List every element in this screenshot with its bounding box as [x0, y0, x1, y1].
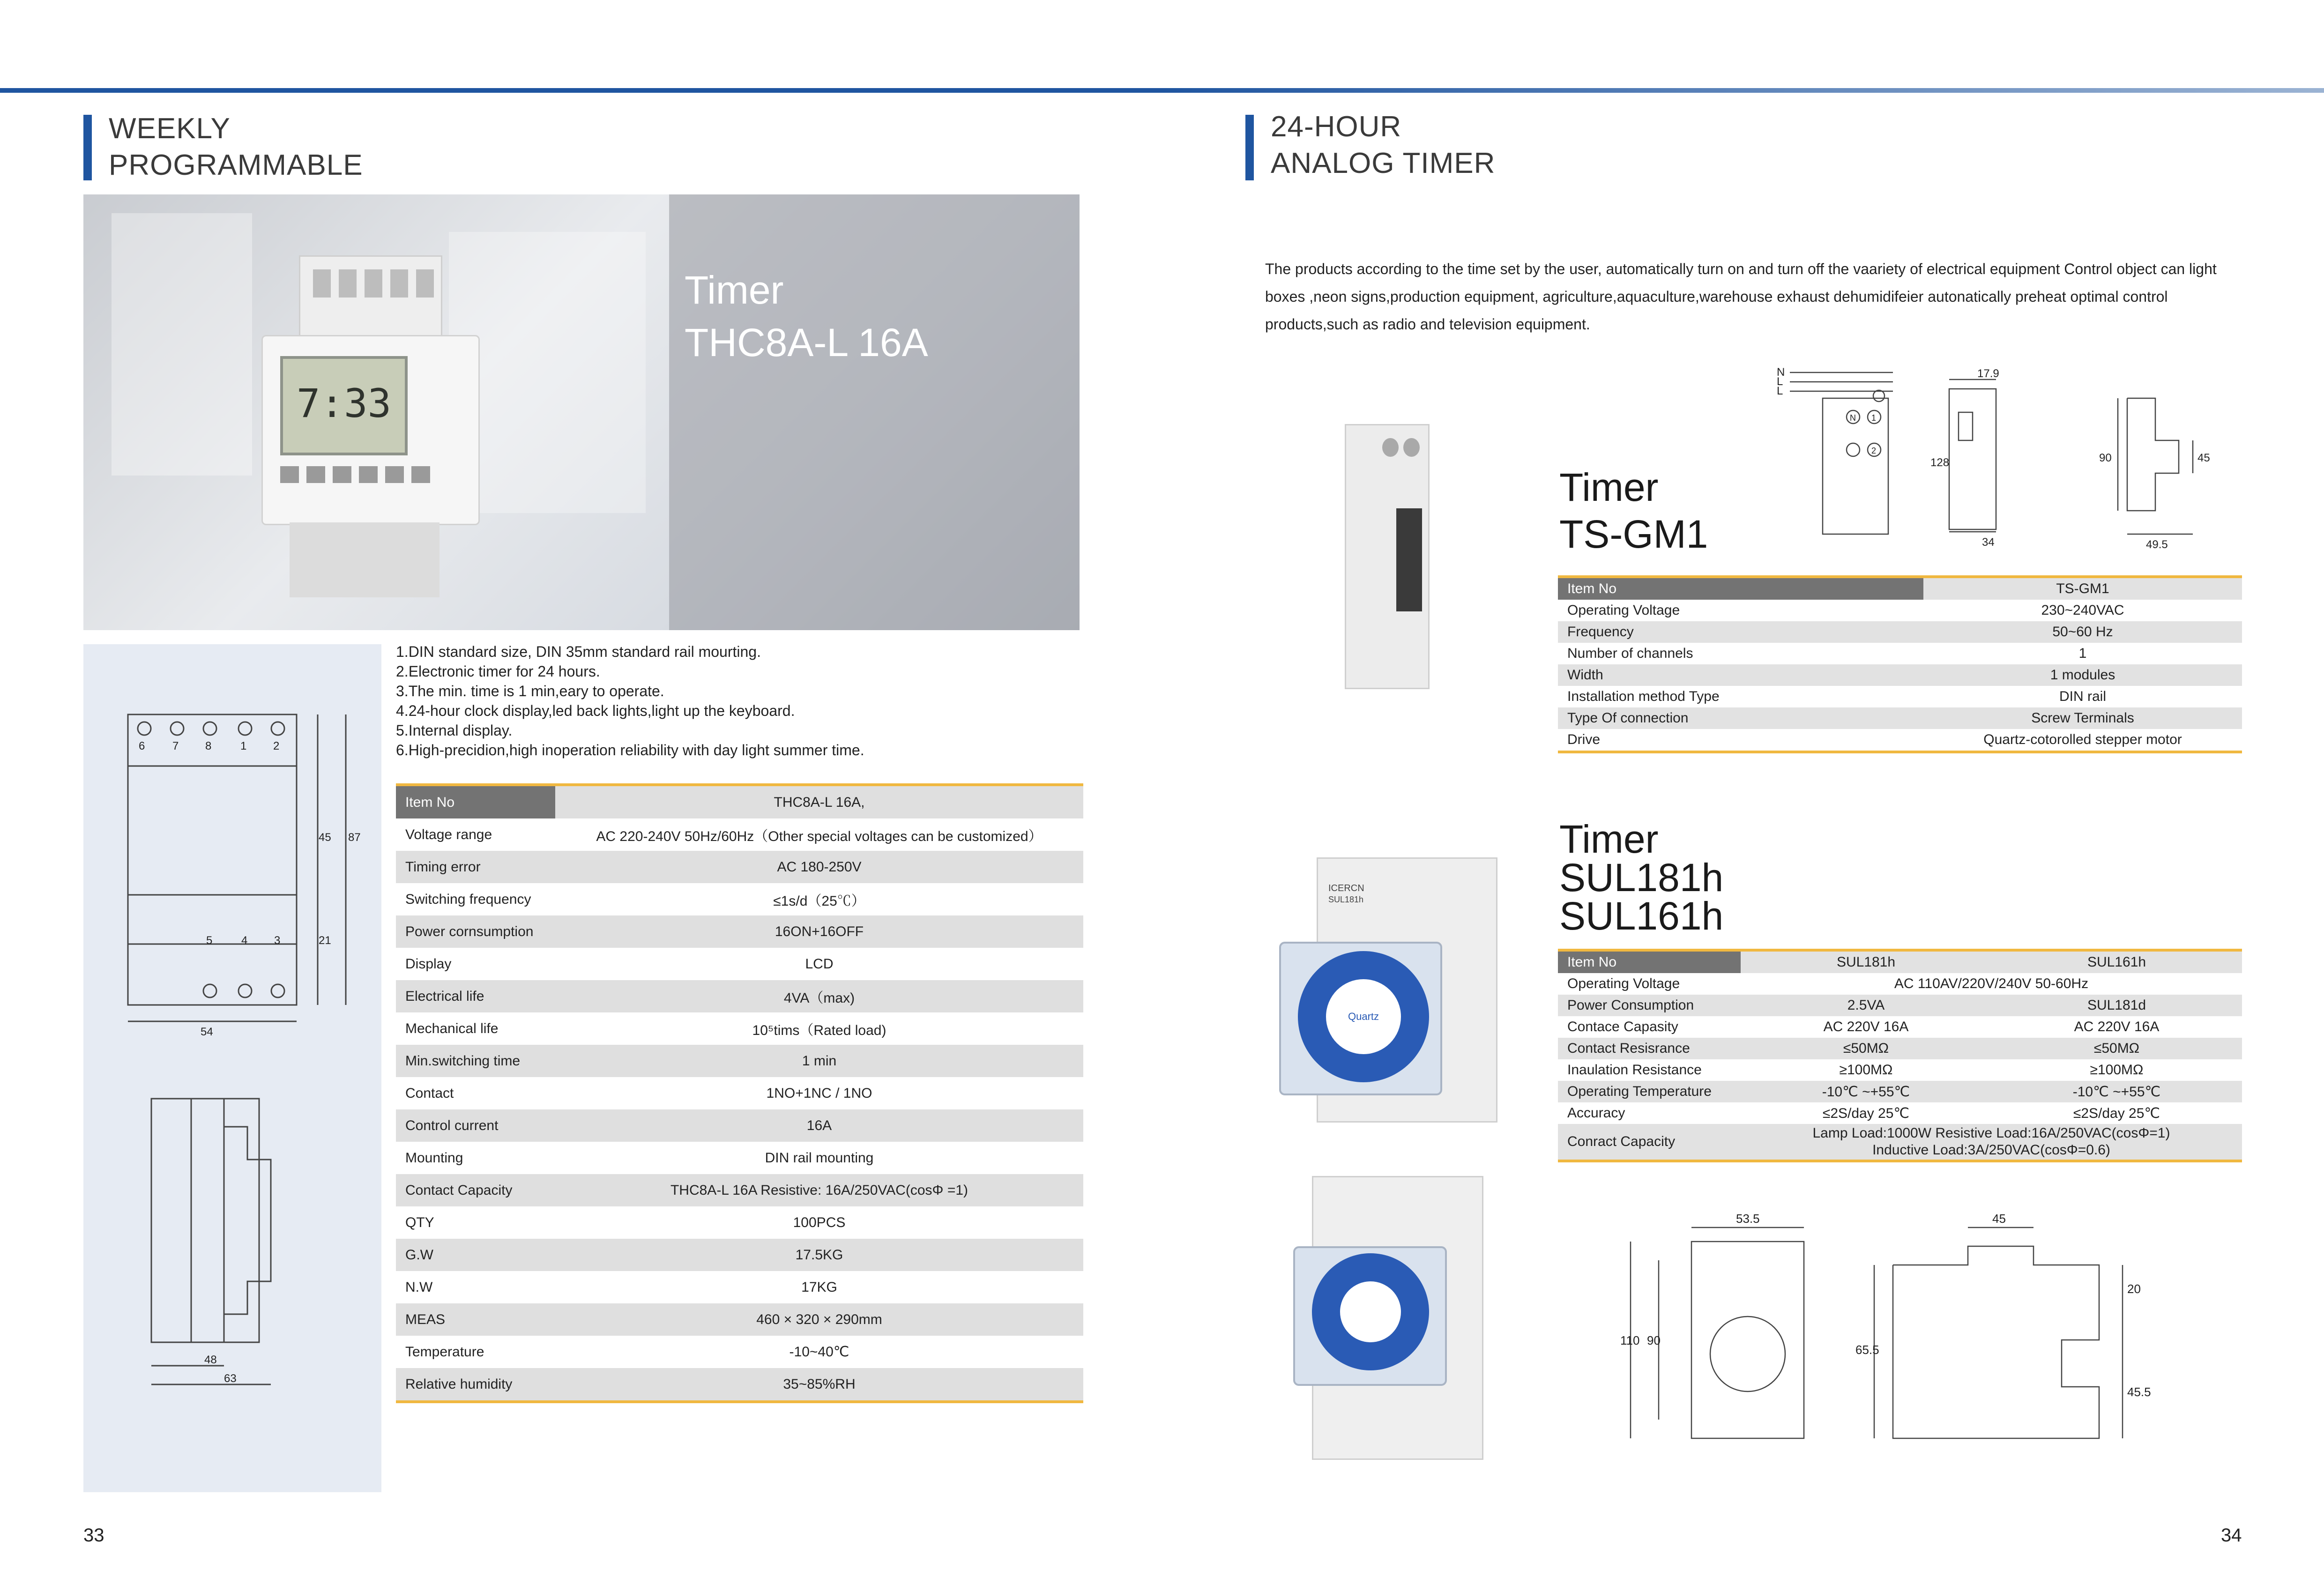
sul-row-label: Power Consumption	[1558, 995, 1741, 1016]
dim-34: 34	[1982, 536, 1995, 549]
thc8a-spec-label: Item No	[396, 785, 555, 818]
thc8a-spec-label: Voltage range	[405, 826, 492, 842]
hero-title-line-1: Timer	[685, 268, 784, 312]
thc8a-spec-value: 4VA（max)	[555, 980, 1083, 1012]
sul-row-value: SUL181d	[1991, 995, 2242, 1016]
section-accent-bar-left	[83, 115, 92, 180]
dim-90: 90	[2099, 452, 2112, 464]
sul-row-label: Inaulation Resistance	[1567, 1062, 1702, 1078]
sul-row-label: Operating Voltage	[1567, 976, 1680, 991]
thc8a-spec-label: MEAS	[396, 1303, 555, 1336]
tsgm1-spec-label: Operating Voltage	[1567, 603, 1680, 618]
tsgm1-spec-row	[1558, 577, 2242, 600]
tsgm1-spec-value: 230~240VAC	[2041, 603, 2124, 618]
sul-title-line-2: SUL181h	[1559, 855, 1724, 900]
top-rule-right	[1162, 88, 2324, 93]
sul-row-value: ≤2S/day 25℃	[2073, 1105, 2160, 1121]
thc8a-spec-label: Display	[405, 956, 452, 972]
sul-capacity-line-1: Lamp Load:1000W Resistive Load:16A/250VAC(cosΦ=1)	[1812, 1125, 2170, 1141]
thc8a-spec-label: Contact	[405, 1085, 454, 1101]
thc8a-spec-label: Relative humidity	[396, 1368, 555, 1402]
thc8a-spec-value: ≤1s/d（25℃）	[773, 893, 865, 909]
tsgm1-spec-value: Screw Terminals	[1923, 707, 2242, 729]
thc8a-spec-label: Control current	[396, 1109, 555, 1142]
thc8a-spec-row	[396, 1239, 1083, 1271]
thc8a-spec-value: AC 220-240V 50Hz/60Hz（Other special voltages can be customized）	[596, 828, 1043, 844]
terminal-label-2: 2	[273, 740, 280, 752]
thc8a-spec-label: QTY	[405, 1214, 434, 1230]
dim-128: 128	[1930, 456, 1950, 469]
thc8a-spec-value: THC8A-L 16A Resistive: 16A/250VAC(cosΦ =1)	[555, 1174, 1083, 1206]
tsgm1-spec-row	[1558, 643, 2242, 664]
sul-capacity-value	[1741, 1124, 2242, 1161]
dim-53-5: 53.5	[1736, 1212, 1760, 1226]
thc8a-spec-value: 16A	[555, 1109, 1083, 1142]
hero-title-line-2: THC8A-L 16A	[685, 320, 928, 364]
sul-spec-table	[1558, 949, 2242, 1162]
wiring-label-l: L	[1777, 375, 1783, 388]
wiring-terminal-2: 2	[1871, 446, 1877, 455]
section-title-line-1: WEEKLY	[109, 112, 231, 145]
terminal-label-3: 3	[274, 934, 281, 947]
sul-row-value: ≥100MΩ	[2090, 1062, 2144, 1078]
tsgm1-spec-row	[1558, 621, 2242, 643]
dim-21: 21	[319, 934, 331, 947]
sul-row-label: Contact Resisrance	[1558, 1038, 1741, 1059]
terminal-label-4: 4	[241, 934, 248, 947]
wiring-label-n: N	[1777, 366, 1785, 379]
thc8a-spec-value: 17KG	[801, 1279, 837, 1295]
terminal-label-7: 7	[172, 740, 179, 752]
tsgm1-spec-row	[1558, 729, 2242, 752]
tsgm1-spec-row	[1558, 707, 2242, 729]
thc8a-spec-row	[396, 1206, 1083, 1239]
feature-list	[396, 642, 1080, 760]
tsgm1-spec-value: DIN rail	[2059, 689, 2106, 704]
thc8a-spec-label: Electrical life	[396, 980, 555, 1012]
sul-row-value: 2.5VA	[1741, 995, 1991, 1016]
sul181h-device-image	[1279, 857, 1495, 1120]
terminal-label-1: 1	[240, 740, 247, 752]
thc8a-spec-row	[396, 1174, 1083, 1206]
tsgm1-device-image	[1345, 424, 1429, 686]
thc8a-spec-label: Contact Capacity	[396, 1174, 555, 1206]
tsgm1-spec-label: Width	[1558, 664, 1923, 686]
sul-row-label: Accuracy	[1567, 1105, 1625, 1121]
tsgm1-title	[1559, 464, 1708, 558]
dim-87: 87	[348, 831, 361, 844]
page-number-left: 33	[83, 1525, 104, 1546]
dim-65-5: 65.5	[1855, 1343, 1879, 1357]
sul161h-device-image	[1293, 1176, 1481, 1457]
thc8a-spec-value: THC8A-L 16A,	[555, 785, 1083, 818]
feature-item: 5.Internal display.	[396, 722, 513, 739]
dim-17-9: 17.9	[1977, 367, 1999, 380]
dim-20: 20	[2127, 1282, 2141, 1296]
thc8a-spec-value: -10~40℃	[789, 1344, 849, 1360]
thc8a-spec-row	[396, 980, 1083, 1012]
wiring-terminal-1: 1	[1871, 413, 1877, 423]
thc8a-spec-value: 460 × 320 × 290mm	[555, 1303, 1083, 1336]
thc8a-spec-label: Power cornsumption	[396, 915, 555, 948]
feature-item: 3.The min. time is 1 min,eary to operate.	[396, 683, 664, 699]
dim-45-5: 45.5	[2127, 1385, 2151, 1399]
thc8a-spec-value: 1 min	[555, 1045, 1083, 1077]
thc8a-spec-label: Temperature	[405, 1344, 484, 1360]
thc8a-spec-row	[396, 851, 1083, 883]
thc8a-spec-table	[396, 783, 1083, 1403]
thc8a-spec-value: DIN rail mounting	[765, 1150, 874, 1166]
thc8a-spec-label: G.W	[396, 1239, 555, 1271]
sul-dial: Quartz	[1326, 979, 1401, 1054]
thc8a-spec-value: LCD	[805, 956, 834, 972]
thc8a-spec-value: 1NO+1NC / 1NO	[766, 1085, 872, 1101]
dim-45-side: 45	[2197, 452, 2210, 464]
section-title-line-2: ANALOG TIMER	[1271, 147, 1496, 179]
tsgm1-spec-label: Type Of connection	[1558, 707, 1923, 729]
section-accent-bar-right	[1245, 115, 1254, 180]
hero-title	[685, 264, 928, 369]
tsgm1-spec-row	[1558, 686, 2242, 707]
tsgm1-spec-value: TS-GM1	[1923, 577, 2242, 600]
sul-row-value: -10℃ ~+55℃	[1741, 1081, 1991, 1102]
sul-row-value: -10℃ ~+55℃	[1991, 1081, 2242, 1102]
feature-item: 1.DIN standard size, DIN 35mm standard rail mourting.	[396, 643, 761, 660]
sul-capacity-line-2: Inductive Load:3A/250VAC(cosΦ=0.6)	[1872, 1142, 2110, 1158]
tsgm1-spec-label: Item No	[1558, 577, 1923, 600]
page-number-right: 34	[2221, 1525, 2242, 1546]
sul-model: SUL181h	[1328, 895, 1364, 904]
thc8a-spec-row	[396, 1336, 1083, 1368]
sul-row-value: AC 220V 16A	[1823, 1019, 1909, 1034]
top-rule-left	[0, 88, 1162, 93]
thc8a-spec-value: 16ON+16OFF	[555, 915, 1083, 948]
sul-row-label: Operating Temperature	[1558, 1081, 1741, 1102]
terminal-label-8: 8	[205, 740, 212, 752]
tsgm1-spec-label: Frequency	[1558, 621, 1923, 643]
thc8a-spec-label: Timing error	[396, 851, 555, 883]
tsgm1-title-line-1: Timer	[1559, 465, 1659, 509]
sul-header-161h: SUL161h	[1991, 950, 2242, 973]
tsgm1-spec-row	[1558, 664, 2242, 686]
thc8a-spec-row	[396, 1368, 1083, 1402]
tsgm1-spec-value: 1 modules	[1923, 664, 2242, 686]
sul-row-value: ≤50MΩ	[1741, 1038, 1991, 1059]
thc8a-spec-row	[396, 948, 1083, 980]
thc8a-spec-value: 35~85%RH	[555, 1368, 1083, 1402]
wiring-label-l2: L	[1777, 385, 1783, 397]
tsgm1-spec-label: Drive	[1567, 732, 1601, 747]
thc8a-spec-value: 10⁵tims（Rated load)	[752, 1022, 886, 1038]
tsgm1-spec-label: Installation method Type	[1567, 689, 1720, 704]
sul-header-181h: SUL181h	[1741, 950, 1991, 973]
thc8a-spec-row	[396, 818, 1083, 851]
sul-title-line-1: Timer	[1559, 817, 1659, 861]
section-title-right	[1271, 109, 1495, 182]
feature-item: 6.High-precidion,high inoperation reliability with day light summer time.	[396, 742, 864, 759]
sul-row-label: Contace Capasity	[1567, 1019, 1678, 1034]
thc8a-spec-label: N.W	[405, 1279, 433, 1295]
dimension-drawings	[83, 644, 381, 1492]
thc8a-spec-label: Switching frequency	[405, 891, 531, 907]
thc8a-spec-row	[396, 1271, 1083, 1303]
thc8a-spec-label: Mechanical life	[405, 1020, 499, 1036]
dim-54: 54	[201, 1026, 213, 1038]
thc8a-spec-value: 100PCS	[793, 1214, 846, 1230]
lcd-display: 7:33	[280, 356, 408, 455]
section-title-left	[109, 111, 363, 184]
hero-photo	[83, 194, 1080, 630]
dim-90-front: 90	[1647, 1333, 1661, 1347]
thc8a-spec-row	[396, 915, 1083, 948]
dim-45-top: 45	[1992, 1212, 2006, 1226]
tsgm1-spec-value: 50~60 Hz	[1923, 621, 2242, 643]
thc8a-spec-row	[396, 883, 1083, 915]
wiring-label-l3: N	[1850, 413, 1856, 423]
thc8a-spec-row	[396, 1077, 1083, 1109]
tsgm1-diagrams	[1771, 361, 2249, 558]
thc8a-spec-label: Mounting	[405, 1150, 463, 1166]
thc8a-spec-value: AC 180-250V	[555, 851, 1083, 883]
feature-item: 4.24-hour clock display,led back lights,light up the keyboard.	[396, 702, 795, 719]
sul-row-value: ≤2S/day 25℃	[1822, 1105, 1910, 1121]
sul-title	[1559, 817, 1724, 938]
section-title-line-2: PROGRAMMABLE	[109, 149, 363, 181]
thc8a-spec-row	[396, 1142, 1083, 1174]
tsgm1-title-line-2: TS-GM1	[1559, 512, 1708, 556]
product-description: The products according to the time set by the user, automatically turn on and turn off the vaariety of electrical equipment Control object can light boxes ,neon signs,production equipment, agriculture,aquaculture,warehouse exhaust dehumidifeier autonatically preheat optimal control products,such as radio and television equipment.	[1265, 260, 2217, 333]
thc8a-spec-row	[396, 785, 1083, 818]
sul-row-value: AC 220V 16A	[2074, 1019, 2160, 1034]
tsgm1-spec-value: 1	[2078, 646, 2087, 661]
dimension-panel	[83, 644, 381, 1492]
section-title-line-1: 24-HOUR	[1271, 111, 1402, 143]
dim-110: 110	[1620, 1333, 1640, 1347]
tsgm1-spec-value: Quartz-cotorolled stepper motor	[1983, 732, 2182, 747]
terminal-label-6: 6	[139, 740, 145, 752]
thc8a-spec-row	[396, 1045, 1083, 1077]
feature-item: 2.Electronic timer for 24 hours.	[396, 663, 600, 680]
thc8a-spec-row	[396, 1012, 1083, 1045]
dim-63: 63	[224, 1372, 237, 1385]
thc8a-device-image	[261, 255, 477, 597]
terminal-label-5: 5	[206, 934, 213, 947]
dim-45: 45	[319, 831, 331, 844]
sul-title-line-3: SUL161h	[1559, 894, 1724, 938]
thc8a-spec-row	[396, 1109, 1083, 1142]
sul-row-value: ≤50MΩ	[1991, 1038, 2242, 1059]
tsgm1-spec-table	[1558, 575, 2242, 753]
tsgm1-spec-row	[1558, 600, 2242, 621]
sul-brand: ICERCN	[1328, 883, 1364, 893]
dim-49-5: 49.5	[2146, 538, 2168, 551]
thc8a-spec-label: Min.switching time	[396, 1045, 555, 1077]
sul-diagrams	[1612, 1199, 2249, 1452]
sul-capacity-label: Conract Capacity	[1558, 1124, 1741, 1161]
tsgm1-spec-label: Number of channels	[1567, 646, 1693, 661]
sul-header-item: Item No	[1558, 950, 1741, 973]
sul-row-value: ≥100MΩ	[1839, 1062, 1893, 1078]
sul-row-value: AC 110AV/220V/240V 50-60Hz	[1894, 976, 2089, 991]
dim-48: 48	[204, 1354, 217, 1366]
thc8a-spec-value: 17.5KG	[555, 1239, 1083, 1271]
thc8a-spec-row	[396, 1303, 1083, 1336]
